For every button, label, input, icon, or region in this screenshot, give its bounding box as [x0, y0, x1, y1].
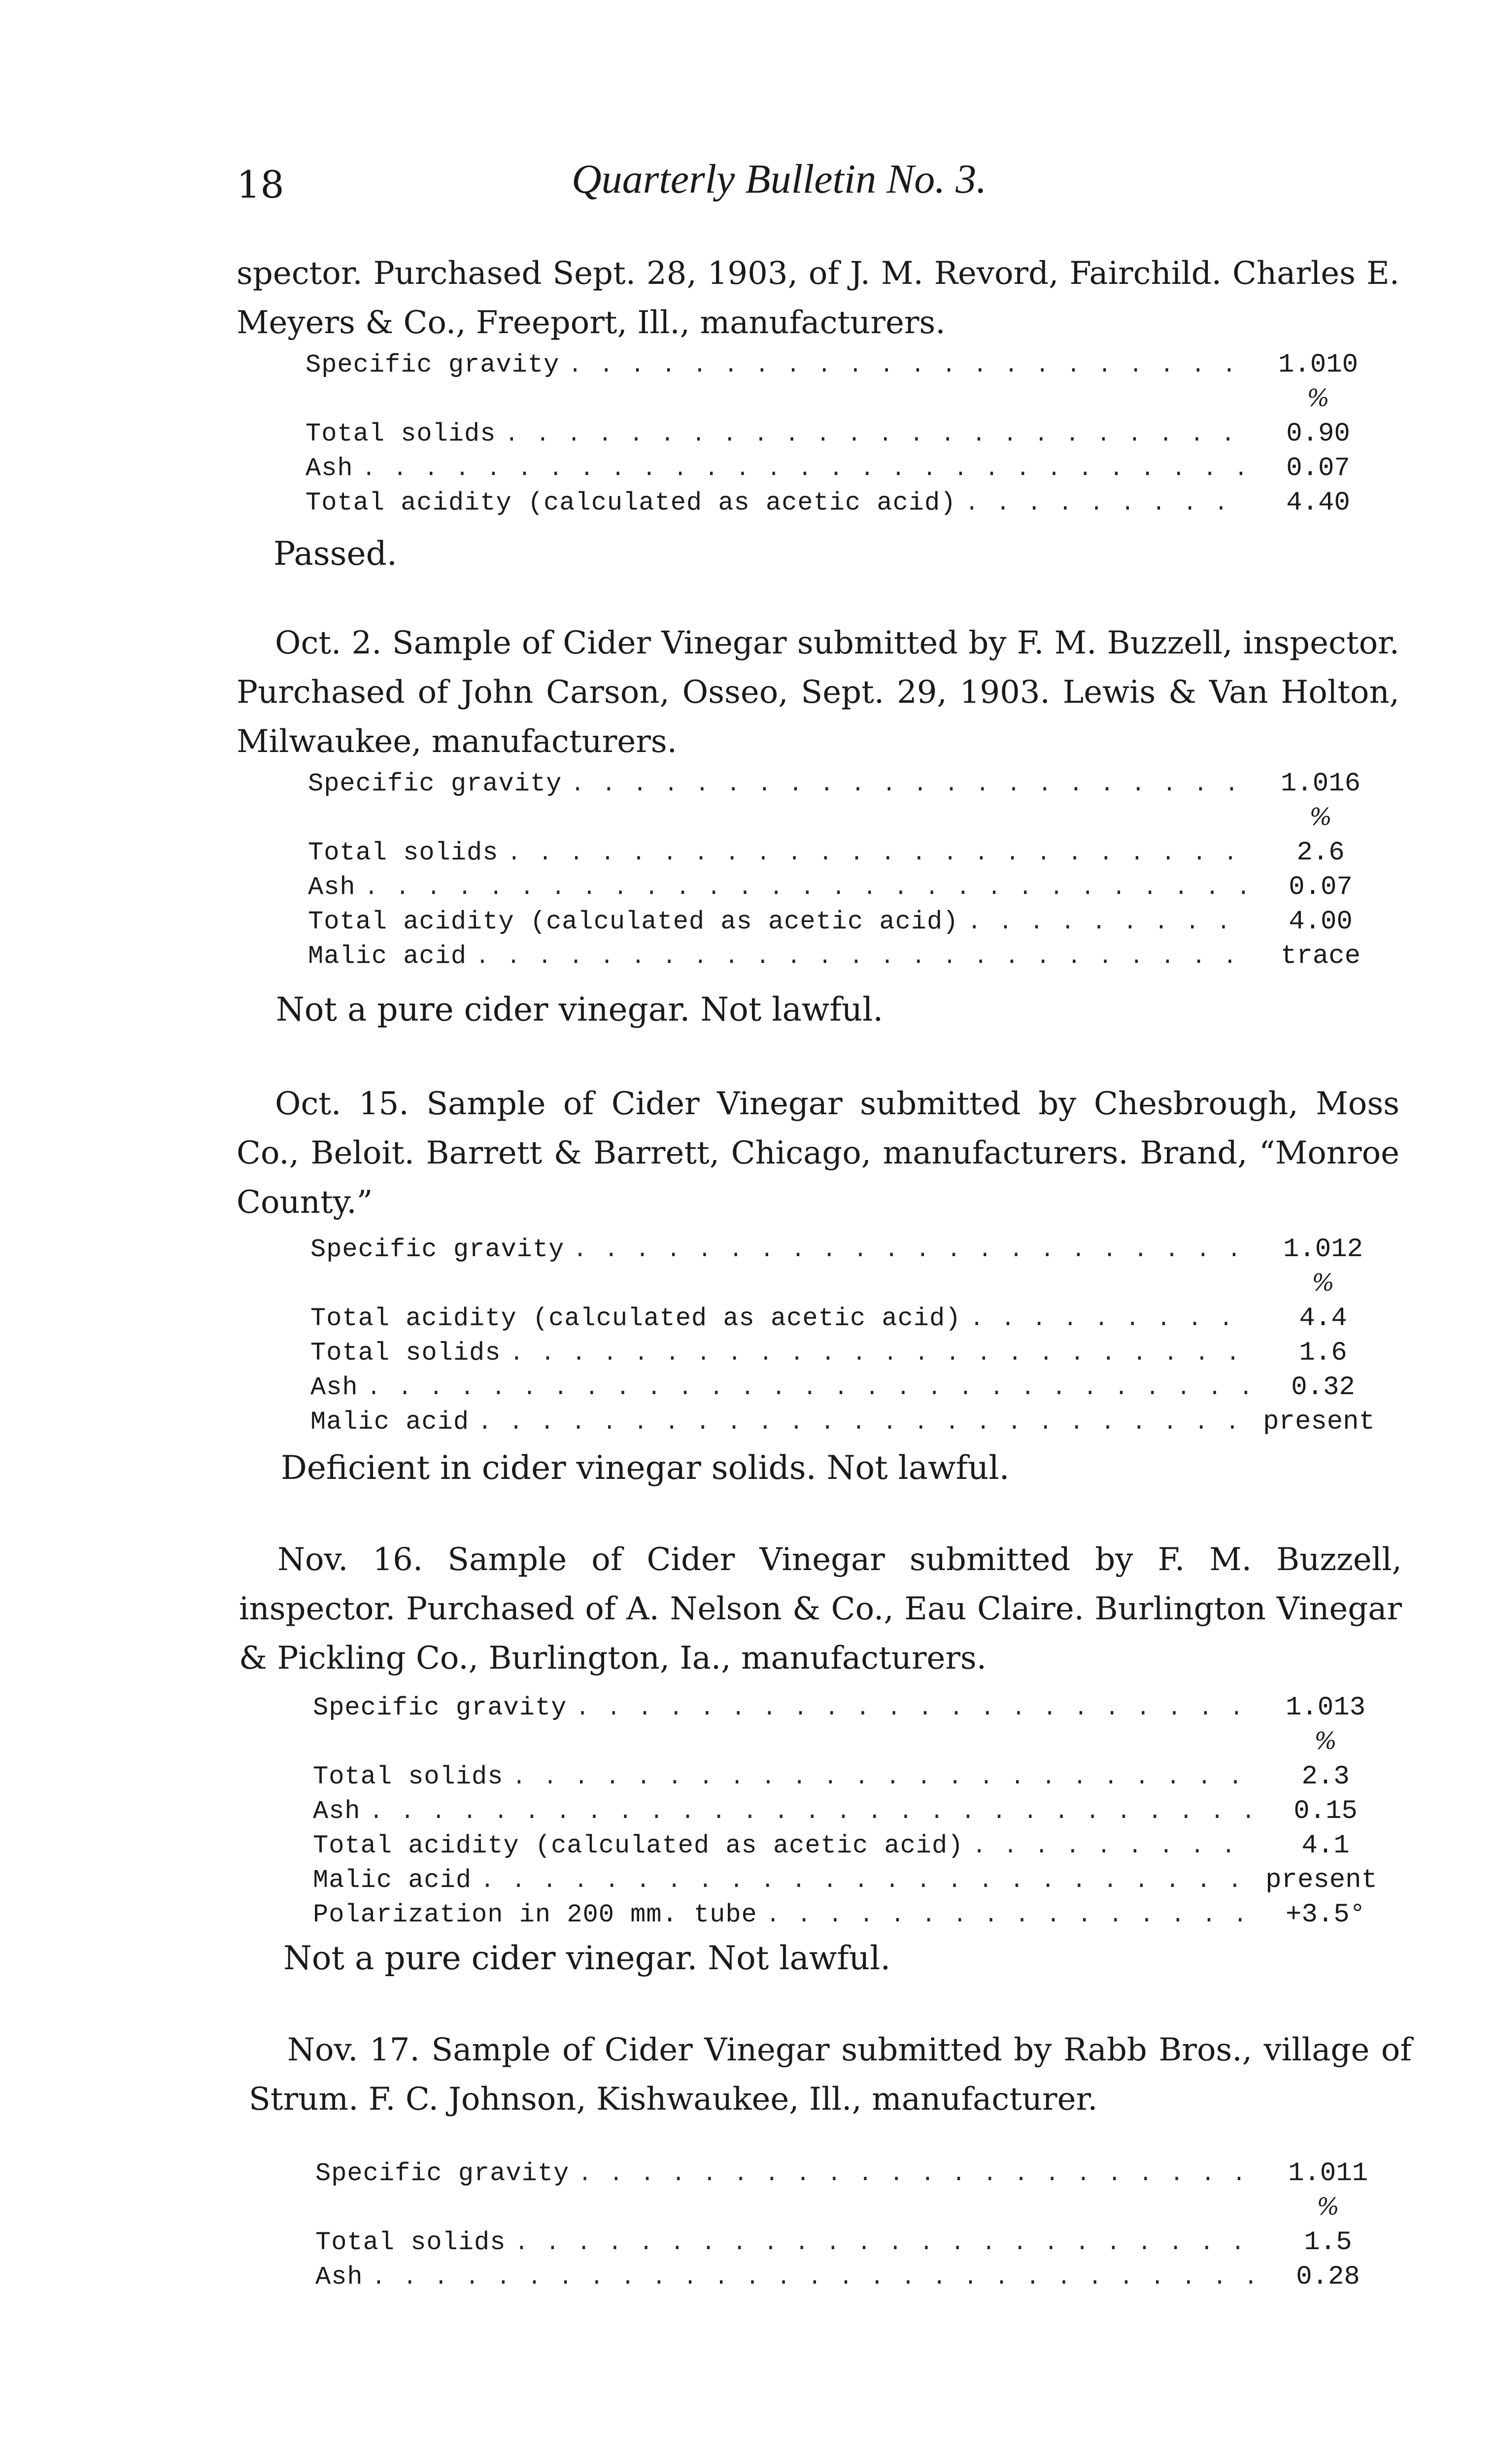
- dot-leader: [372, 2265, 1260, 2291]
- table-row: [306, 488, 1370, 522]
- section-3-intro: Oct. 15. Sample of Cider Vinegar submitted by Chesbrough, Moss Co., Beloit. Barrett & Barrett, Chicago, manufacturers. Brand, “Monroe County.”: [237, 1086, 1399, 1221]
- section-2-intro: Oct. 2. Sample of Cider Vinegar submitted by F. M. Buzzell, inspector. Purchased of John Carson, Osseo, Sept. 29, 1903. Lewis & Van Holton, Milwaukee, manufacturers.: [237, 625, 1399, 760]
- table-row: [315, 2227, 1380, 2262]
- row-label: Total solids: [306, 419, 496, 448]
- row-value: trace: [1280, 941, 1361, 971]
- row-value: 1.011: [1288, 2158, 1368, 2189]
- table-row: [310, 1234, 1375, 1269]
- row-value: 0.32: [1291, 1372, 1355, 1403]
- row-label: Specific gravity: [315, 2159, 570, 2188]
- dot-leader: [970, 1306, 1255, 1332]
- row-label: Specific gravity: [313, 1693, 567, 1722]
- table-row: [308, 941, 1372, 976]
- table-row: [313, 1900, 1377, 1934]
- table-row: [313, 1762, 1377, 1796]
- row-label: Ash: [315, 2262, 363, 2292]
- dot-leader: [362, 456, 1250, 482]
- dot-leader: [972, 1834, 1257, 1859]
- row-value: 1.6: [1299, 1338, 1347, 1368]
- row-label: Total acidity (calculated as acetic acid): [310, 1304, 961, 1333]
- row-value: present: [1263, 1407, 1375, 1437]
- row-label: Total solids: [313, 1762, 504, 1791]
- percent-sign: %: [1307, 384, 1329, 412]
- dot-leader: [507, 841, 1252, 866]
- row-value: 4.4: [1299, 1303, 1347, 1334]
- row-value: 1.5: [1304, 2227, 1352, 2258]
- row-value: 2.3: [1301, 1762, 1350, 1792]
- dot-leader: [967, 910, 1252, 935]
- dot-leader: [514, 2230, 1260, 2256]
- table-row: [313, 1796, 1377, 1831]
- row-label: Total acidity (calculated as acetic acid): [306, 488, 956, 517]
- page-header: [237, 155, 1227, 214]
- percent-sign: %: [1317, 2193, 1339, 2221]
- dot-leader: [571, 772, 1252, 797]
- row-label: Total solids: [315, 2228, 506, 2257]
- table-row: [310, 1303, 1375, 1338]
- percent-sign: %: [1309, 803, 1332, 831]
- table-row: [306, 419, 1370, 453]
- row-value: 1.012: [1283, 1234, 1363, 1265]
- percent-sign: %: [1314, 1727, 1337, 1755]
- dot-leader: [512, 1765, 1257, 1790]
- section-1-verdict: Passed.: [273, 535, 397, 573]
- section-1-intro: spector. Purchased Sept. 28, 1903, of J. M. Revord, Fairchild. Charles E. Meyers & Co., Freeport, Ill., manufacturers.: [237, 255, 1399, 341]
- running-title: Quarterly Bulletin No. 3.: [572, 156, 987, 202]
- dot-leader: [573, 1237, 1255, 1263]
- row-value: 1.013: [1285, 1693, 1366, 1723]
- row-label: Ash: [306, 454, 353, 483]
- dot-leader: [510, 1341, 1255, 1367]
- row-label: Specific gravity: [306, 350, 560, 379]
- section-3-verdict: Deficient in cider vinegar solids. Not lawful.: [281, 1449, 1010, 1487]
- dot-leader: [480, 1868, 1249, 1894]
- row-value: +3.5°: [1285, 1900, 1366, 1930]
- row-label: Total acidity (calculated as acetic acid): [308, 907, 959, 936]
- row-value: 0.07: [1286, 453, 1350, 483]
- percent-sign: %: [1312, 1269, 1334, 1297]
- table-row: [308, 838, 1372, 872]
- table-row: [306, 453, 1370, 488]
- row-label: Malic acid: [313, 1866, 472, 1895]
- table-row: [310, 1372, 1375, 1407]
- table-row: [313, 1693, 1377, 1727]
- dot-leader: [576, 1696, 1257, 1721]
- row-value: 2.6: [1296, 838, 1345, 868]
- row-value: 4.00: [1289, 907, 1353, 937]
- row-label: Specific gravity: [310, 1235, 565, 1264]
- row-label: Specific gravity: [308, 769, 562, 798]
- table-row: [308, 907, 1372, 941]
- table-row: [315, 2158, 1380, 2193]
- table-row: [306, 350, 1370, 384]
- row-label: Total acidity (calculated as acetic acid): [313, 1831, 964, 1860]
- section-4-verdict: Not a pure cider vinegar. Not lawful.: [283, 1939, 891, 1977]
- row-label: Total solids: [310, 1338, 501, 1368]
- row-label: Malic acid: [310, 1407, 470, 1437]
- table-row: [310, 1338, 1375, 1372]
- row-label: Ash: [308, 873, 356, 902]
- table-row: [308, 872, 1372, 907]
- row-label: Malic acid: [308, 942, 467, 971]
- row-value: 1.010: [1278, 350, 1359, 380]
- dot-leader: [965, 491, 1250, 516]
- dot-leader: [476, 944, 1252, 970]
- dot-leader: [766, 1903, 1257, 1928]
- dot-leader: [568, 353, 1250, 378]
- row-value: 4.40: [1286, 488, 1350, 518]
- dot-leader: [370, 1799, 1257, 1825]
- row-label: Polarization in 200 mm. tube: [313, 1900, 757, 1929]
- row-label: Ash: [310, 1373, 358, 1402]
- table-row: [315, 2262, 1380, 2296]
- table-row: [313, 1865, 1377, 1900]
- dot-leader: [578, 2161, 1260, 2187]
- page-number: 18: [237, 163, 284, 206]
- row-value: 0.15: [1294, 1796, 1358, 1826]
- row-value: 0.90: [1286, 419, 1350, 449]
- row-value: present: [1265, 1865, 1377, 1895]
- dot-leader: [505, 422, 1250, 447]
- section-4-intro: Nov. 16. Sample of Cider Vinegar submitted by F. M. Buzzell, inspector. Purchased of A. Nelson & Co., Eau Claire. Burlington Vinegar & Pickling Co., Burlington, Ia., manufacturers.: [239, 1541, 1402, 1677]
- dot-leader: [367, 1375, 1255, 1401]
- row-label: Total solids: [308, 838, 499, 867]
- dot-leader: [365, 875, 1252, 901]
- row-value: 0.07: [1289, 872, 1353, 902]
- table-row: [313, 1831, 1377, 1865]
- row-value: 1.016: [1280, 769, 1361, 799]
- row-value: 4.1: [1301, 1831, 1350, 1861]
- row-value: 0.28: [1296, 2262, 1360, 2292]
- table-row: [308, 769, 1372, 803]
- dot-leader: [478, 1410, 1246, 1436]
- row-label: Ash: [313, 1797, 361, 1826]
- section-2-verdict: Not a pure cider vinegar. Not lawful.: [276, 991, 884, 1028]
- table-row: [310, 1407, 1375, 1441]
- section-5-intro: Nov. 17. Sample of Cider Vinegar submitted by Rabb Bros., village of Strum. F. C. Johnson, Kishwaukee, Ill., manufacturer.: [249, 2032, 1412, 2118]
